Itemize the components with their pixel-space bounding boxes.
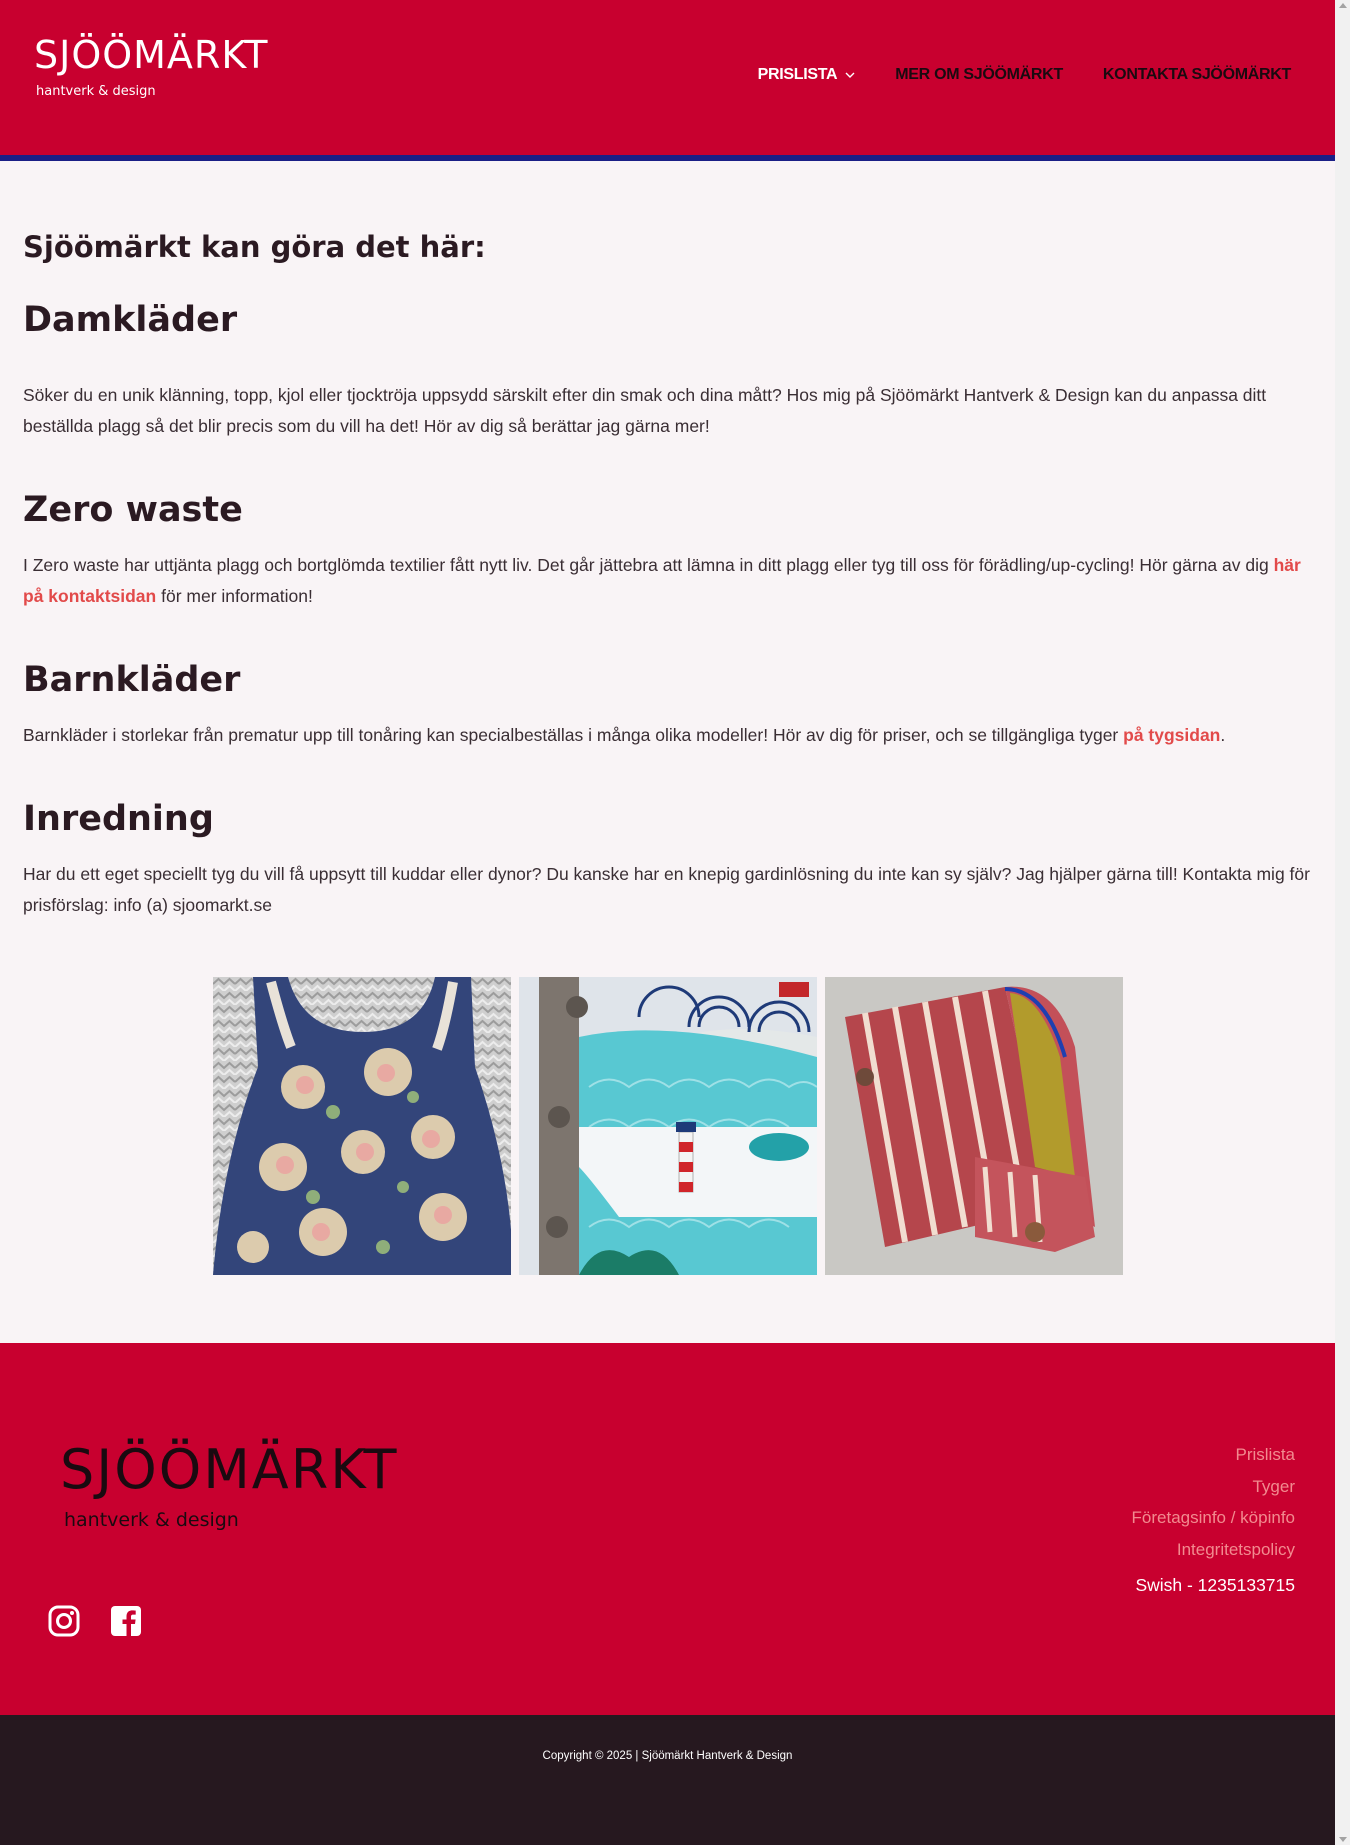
social-links bbox=[48, 1605, 142, 1637]
nav-mer-om[interactable]: MER OM SJÖÖMÄRKT bbox=[895, 66, 1063, 83]
footer-link-foretagsinfo[interactable]: Företagsinfo / köpinfo bbox=[1131, 1508, 1295, 1527]
text-damklader: Söker du en unik klänning, topp, kjol eller tjocktröja uppsydd särskilt efter din smak och dina mått? Hos mig på Sjöömärkt Hantverk & Design kan du anpassa ditt beställda plagg så det blir precis som du vill ha det! Hör av dig så berättar jag gärna mer! bbox=[23, 385, 1267, 436]
heading-zero-waste: Zero waste bbox=[23, 490, 243, 530]
footer-link-prislista[interactable]: Prislista bbox=[1235, 1445, 1295, 1464]
heading-damklader: Damkläder bbox=[23, 300, 238, 340]
site-header bbox=[0, 0, 1335, 155]
footer-link-integritetspolicy[interactable]: Integritetspolicy bbox=[1176, 1539, 1295, 1559]
copyright-bar bbox=[0, 1715, 1335, 1845]
link-tygsidan[interactable]: på tygsidan bbox=[1123, 725, 1221, 745]
main-nav bbox=[758, 66, 1291, 84]
photo-gallery bbox=[213, 977, 1123, 1275]
facebook-icon[interactable] bbox=[110, 1605, 142, 1637]
link-kontaktsidan[interactable]: här på kontaktsidan bbox=[23, 555, 1301, 606]
text-zero-waste: I Zero waste har uttjänta plagg och bortglömda textilier fått nytt liv. Det går jättebra att lämna in ditt plagg eller tyg till oss för förädling/up-cycling! Hör gärna av dig här på kontaktsidan för mer information! bbox=[23, 555, 1301, 606]
footer-logo-tagline: hantverk & design bbox=[64, 1509, 239, 1531]
nav-prislista-label: PRISLISTA bbox=[757, 66, 838, 83]
site-logo[interactable] bbox=[34, 33, 269, 99]
intro-heading: Sjöömärkt kan göra det här: bbox=[23, 230, 486, 264]
header-divider bbox=[0, 155, 1335, 161]
scroll-up-arrow-icon[interactable] bbox=[1339, 3, 1347, 8]
logo-tagline: hantverk & design bbox=[36, 84, 156, 99]
footer-logo[interactable] bbox=[60, 1438, 399, 1531]
instagram-icon[interactable] bbox=[48, 1605, 80, 1637]
nav-prislista[interactable] bbox=[758, 66, 856, 84]
striped-pouch-photo[interactable] bbox=[825, 977, 1123, 1275]
logo-wordmark: SJÖÖMÄRKT bbox=[34, 33, 269, 77]
scroll-down-arrow-icon[interactable] bbox=[1339, 1837, 1347, 1842]
text-barnklader: Barnkläder i storlekar från prematur upp till tonåring kan specialbeställas i många olika modeller! Hör av dig för priser, och se tillgängliga tyger på tygsidan. bbox=[23, 725, 1226, 745]
heading-barnklader: Barnkläder bbox=[23, 660, 241, 700]
footer-logo-wordmark: SJÖÖMÄRKT bbox=[60, 1438, 399, 1501]
floral-dress-photo[interactable] bbox=[213, 977, 511, 1275]
swish-number: Swish - 1235133715 bbox=[1135, 1575, 1295, 1595]
footer-links bbox=[1132, 1439, 1295, 1596]
chevron-down-icon bbox=[845, 70, 855, 80]
footer-link-tyger[interactable]: Tyger bbox=[1252, 1476, 1295, 1496]
lighthouse-fabric-photo[interactable] bbox=[519, 977, 817, 1275]
page-scrollbar[interactable] bbox=[1335, 0, 1350, 1845]
heading-inredning: Inredning bbox=[23, 799, 214, 839]
text-inredning: Har du ett eget speciellt tyg du vill få uppsytt till kuddar eller dynor? Du kanske har en knepig gardinlösning du inte kan sy själv? Jag hjälper gärna till! Kontakta mig för prisförslag: info (a) sjoomarkt.se bbox=[23, 864, 1310, 915]
main-content bbox=[23, 230, 1313, 921]
site-footer bbox=[0, 1343, 1335, 1715]
nav-kontakta[interactable]: KONTAKTA SJÖÖMÄRKT bbox=[1102, 66, 1291, 83]
copyright-text: Copyright © 2025 | Sjöömärkt Hantverk & Design bbox=[542, 1750, 793, 1762]
